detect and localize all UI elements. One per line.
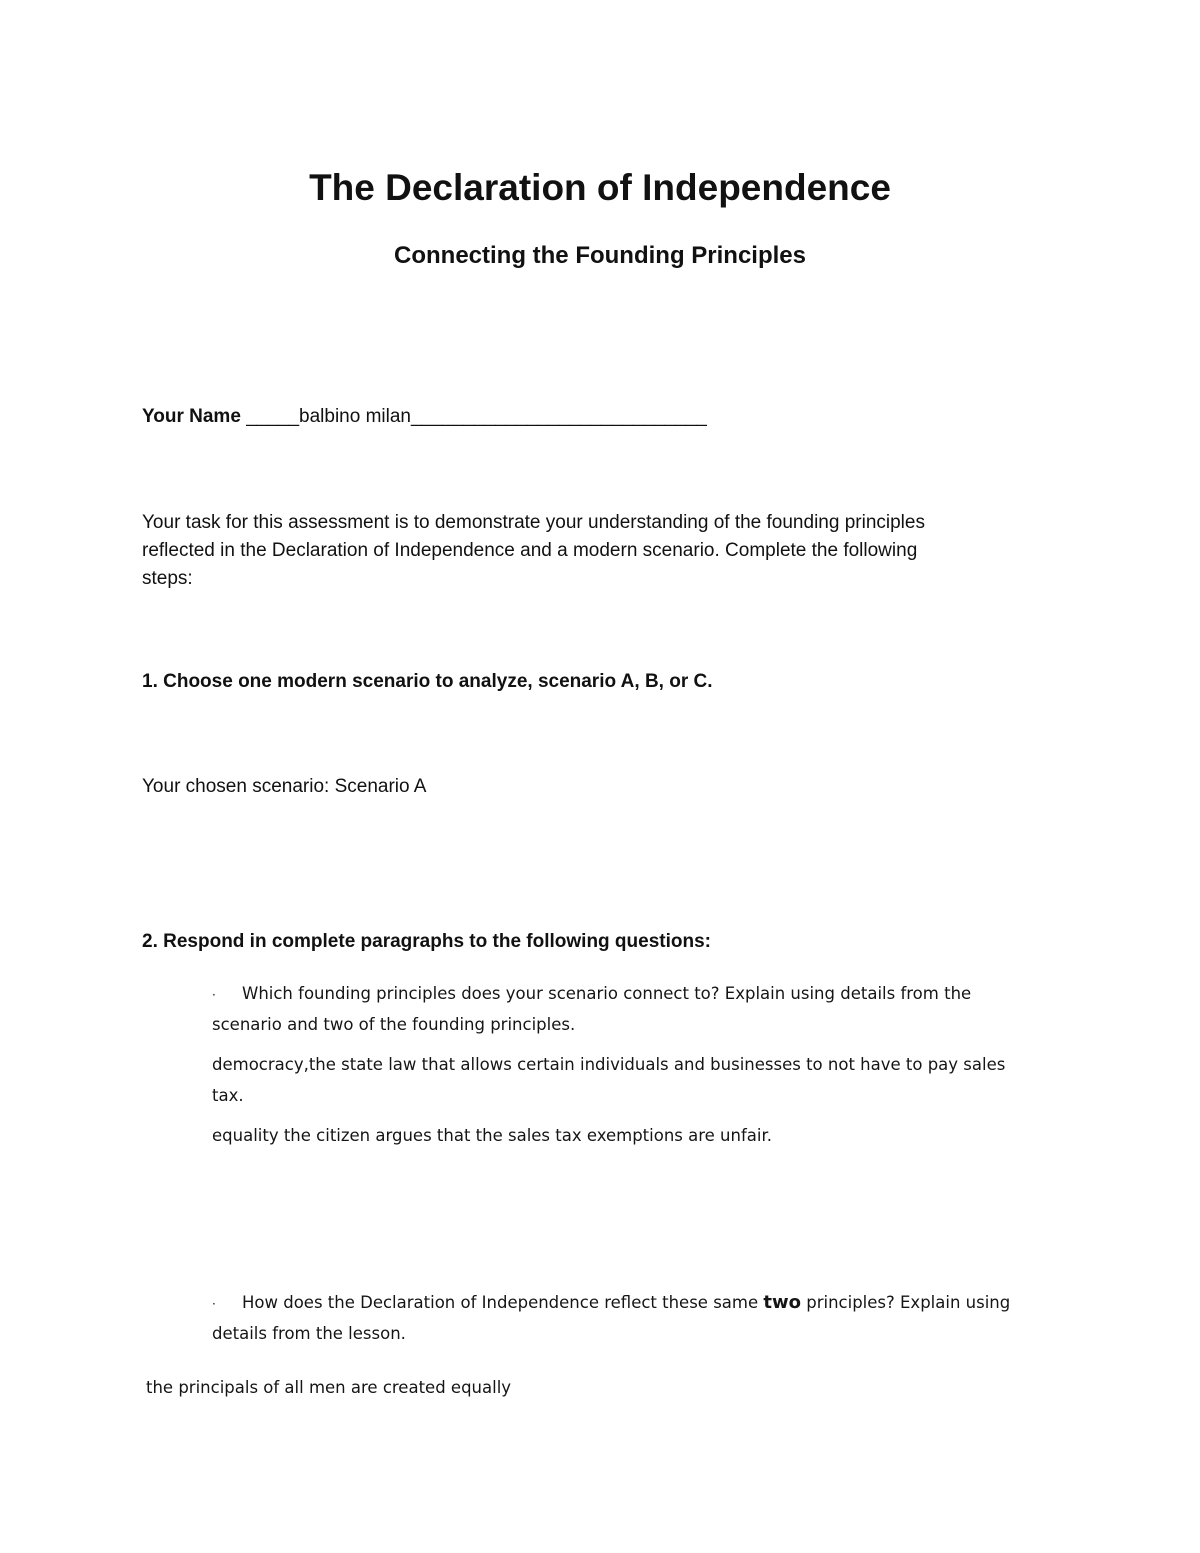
question-1-line-2: scenario and two of the founding principles. xyxy=(212,1015,576,1034)
question-2-emphasis: two xyxy=(763,1292,801,1313)
question-2-line-1 xyxy=(212,1292,1010,1315)
answer-1-line-1: democracy,the state law that allows certain individuals and businesses to not have to pay sales xyxy=(212,1055,1006,1074)
question-1-text: Which founding principles does your scenario connect to? Explain using details from the xyxy=(242,984,972,1003)
intro-line: steps: xyxy=(142,568,193,589)
question-1-line-1 xyxy=(212,983,971,1006)
bullet-icon: · xyxy=(212,987,216,1002)
intro-line: Your task for this assessment is to demonstrate your understanding of the founding principles xyxy=(142,512,925,533)
bullet-icon: · xyxy=(212,1296,216,1311)
name-field-line xyxy=(142,404,707,430)
page-title: The Declaration of Independence xyxy=(309,167,891,208)
answer-1-line-3: equality the citizen argues that the sales tax exemptions are unfair. xyxy=(212,1126,772,1145)
question-2-text-end: principles? Explain using xyxy=(801,1293,1011,1312)
page-subtitle: Connecting the Founding Principles xyxy=(394,242,806,269)
name-value: _____balbino milan____________________________ xyxy=(246,406,707,427)
intro-line: reflected in the Declaration of Independence and a modern scenario. Complete the following xyxy=(142,540,918,561)
intro-paragraph xyxy=(142,509,1062,593)
question-2-text-start: How does the Declaration of Independence reflect these same xyxy=(242,1293,764,1312)
step-2-heading: 2. Respond in complete paragraphs to the following questions: xyxy=(142,931,711,952)
step-1-heading: 1. Choose one modern scenario to analyze, scenario A, B, or C. xyxy=(142,671,713,692)
answer-2: the principals of all men are created equally xyxy=(146,1378,512,1397)
name-label: Your Name xyxy=(142,406,241,427)
chosen-scenario: Your chosen scenario: Scenario A xyxy=(142,776,427,797)
question-2-line-2: details from the lesson. xyxy=(212,1324,406,1343)
answer-1-line-2: tax. xyxy=(212,1086,244,1105)
